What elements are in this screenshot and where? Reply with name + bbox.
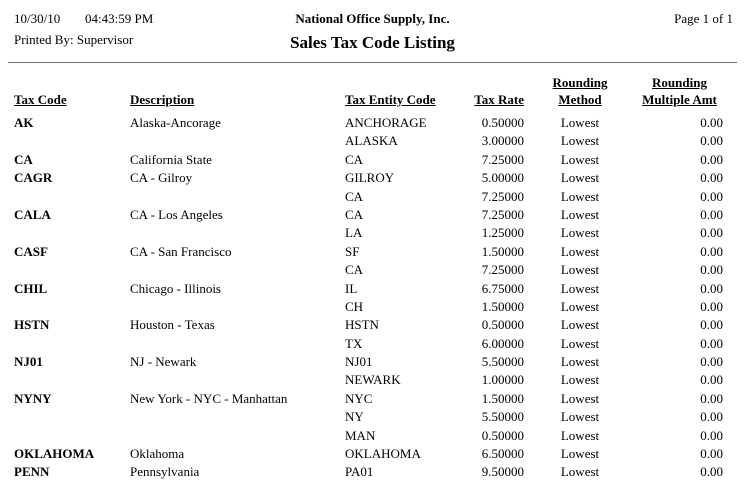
rounding-multiple-amt-cell: 0.00: [700, 354, 723, 370]
table-row: [14, 408, 723, 426]
description-cell: [130, 188, 345, 206]
rounding-multiple-amt-cell: 0.00: [700, 262, 723, 278]
tax-rate-cell: 6.00000: [481, 335, 524, 351]
rounding-method-cell: Lowest: [560, 225, 600, 241]
tax-code-cell: [14, 298, 130, 316]
tax-entity-code-cell: CA: [345, 151, 364, 167]
tax-rate-cell: 5.50000: [481, 409, 524, 425]
description-cell: Alaska-Ancorage: [130, 115, 221, 130]
description-cell: California State: [130, 151, 212, 167]
tax-entity-code-cell: CA: [345, 262, 364, 278]
column-header-description: Description: [130, 92, 195, 107]
table-row: [14, 353, 723, 371]
description-cell: NJ - Newark: [130, 354, 197, 370]
tax-entity-code-cell: ALASKA: [345, 133, 398, 149]
description-cell: [130, 224, 345, 242]
tax-entity-code-cell: OKLAHOMA: [345, 446, 421, 462]
rounding-multiple-amt-cell: 0.00: [700, 409, 723, 425]
table-body: [14, 114, 723, 482]
table-row: [14, 114, 723, 132]
rounding-multiple-amt-cell: 0.00: [700, 464, 723, 480]
tax-rate-cell: 0.50000: [481, 317, 524, 333]
description-cell: [130, 408, 345, 426]
column-header-tax-entity-code: Tax Entity Code: [345, 92, 436, 107]
rounding-method-cell: Lowest: [560, 151, 600, 167]
tax-code-cell: CA: [14, 151, 33, 167]
rounding-multiple-amt-cell: 0.00: [700, 372, 723, 388]
rounding-multiple-amt-cell: 0.00: [700, 151, 723, 167]
tax-rate-cell: 1.00000: [481, 372, 524, 388]
description-cell: [130, 371, 345, 389]
rounding-multiple-amt-cell: 0.00: [700, 446, 723, 462]
tax-code-cell: CASF: [14, 243, 48, 259]
rounding-multiple-amt-cell: 0.00: [700, 188, 723, 204]
tax-entity-code-cell: CA: [345, 206, 364, 222]
description-cell: CA - San Francisco: [130, 243, 232, 259]
description-cell: CA - Gilroy: [130, 170, 193, 186]
report-title: Sales Tax Code Listing: [290, 33, 455, 52]
tax-rate-cell: 5.00000: [481, 170, 524, 186]
tax-rate-cell: 6.75000: [481, 280, 524, 296]
tax-entity-code-cell: HSTN: [345, 317, 379, 333]
tax-rate-cell: 5.50000: [481, 354, 524, 370]
rounding-method-cell: Lowest: [560, 317, 600, 333]
table-row: [14, 169, 723, 187]
rounding-method-cell: Lowest: [560, 390, 600, 406]
description-cell: Houston - Texas: [130, 317, 215, 333]
rounding-method-cell: Lowest: [560, 446, 600, 462]
tax-entity-code-cell: NEWARK: [345, 372, 401, 388]
description-cell: Chicago - Illinois: [130, 280, 221, 296]
rounding-method-cell: Lowest: [560, 133, 600, 149]
table-row: [14, 243, 723, 261]
tax-rate-cell: 7.25000: [481, 151, 524, 167]
rounding-method-cell: Lowest: [560, 335, 600, 351]
table-row: [14, 188, 723, 206]
table-row: [14, 427, 723, 445]
tax-entity-code-cell: NYC: [345, 390, 373, 406]
rounding-multiple-amt-cell: 0.00: [700, 335, 723, 351]
column-header-rounding-multiple-amt: Rounding Multiple Amt: [642, 75, 717, 107]
rounding-multiple-amt-cell: 0.00: [700, 115, 723, 130]
table-header-row: [14, 74, 723, 108]
tax-entity-code-cell: PA01: [345, 464, 374, 480]
tax-code-cell: CHIL: [14, 280, 48, 296]
rounding-multiple-amt-cell: 0.00: [700, 280, 723, 296]
tax-code-cell: [14, 371, 130, 389]
tax-code-cell: [14, 188, 130, 206]
tax-rate-cell: 7.25000: [481, 188, 524, 204]
printed-by: Printed By: Supervisor: [14, 32, 134, 47]
rounding-method-cell: Lowest: [560, 298, 600, 314]
description-cell: [130, 335, 345, 353]
tax-rate-cell: 1.50000: [481, 243, 524, 259]
rounding-method-cell: Lowest: [560, 354, 600, 370]
description-cell: [130, 261, 345, 279]
table-row: [14, 445, 723, 463]
description-cell: CA - Los Angeles: [130, 206, 223, 222]
rounding-method-cell: Lowest: [560, 280, 600, 296]
tax-rate-cell: 7.25000: [481, 262, 524, 278]
tax-code-cell: [14, 261, 130, 279]
tax-entity-code-cell: CH: [345, 298, 364, 314]
rounding-method-cell: Lowest: [560, 170, 600, 186]
tax-code-cell: CALA: [14, 206, 51, 222]
tax-code-cell: [14, 224, 130, 242]
table-row: [14, 298, 723, 316]
table-row: [14, 132, 723, 150]
column-header-tax-rate: Tax Rate: [474, 92, 524, 107]
description-cell: Oklahoma: [130, 446, 185, 462]
rounding-method-cell: Lowest: [560, 188, 600, 204]
tax-entity-code-cell: GILROY: [345, 170, 395, 186]
tax-entity-code-cell: CA: [345, 188, 364, 204]
rounding-multiple-amt-cell: 0.00: [700, 427, 723, 443]
tax-entity-code-cell: ANCHORAGE: [345, 115, 427, 130]
rounding-method-cell: Lowest: [560, 206, 600, 222]
rounding-multiple-amt-cell: 0.00: [700, 133, 723, 149]
table-row: [14, 206, 723, 224]
tax-code-cell: [14, 132, 130, 150]
rounding-multiple-amt-cell: 0.00: [700, 298, 723, 314]
tax-entity-code-cell: IL: [345, 280, 358, 296]
rounding-multiple-amt-cell: 0.00: [700, 225, 723, 241]
tax-code-cell: NYNY: [14, 390, 52, 406]
tax-entity-code-cell: LA: [345, 225, 363, 241]
rounding-method-cell: Lowest: [560, 115, 600, 130]
tax-code-cell: PENN: [14, 464, 50, 480]
description-cell: [130, 427, 345, 445]
table-row: [14, 261, 723, 279]
tax-rate-cell: 0.50000: [481, 115, 524, 130]
tax-code-cell: HSTN: [14, 317, 50, 333]
tax-code-cell: CAGR: [14, 170, 53, 186]
tax-code-cell: [14, 427, 130, 445]
description-cell: New York - NYC - Manhattan: [130, 390, 288, 406]
tax-code-cell: [14, 408, 130, 426]
tax-entity-code-cell: NJ01: [345, 354, 373, 370]
tax-rate-cell: 1.50000: [481, 298, 524, 314]
tax-code-cell: [14, 335, 130, 353]
rounding-method-cell: Lowest: [560, 372, 600, 388]
company-name: National Office Supply, Inc.: [295, 11, 450, 26]
tax-code-cell: OKLAHOMA: [14, 446, 95, 462]
tax-code-cell: AK: [14, 115, 34, 130]
tax-rate-cell: 3.00000: [481, 133, 524, 149]
tax-entity-code-cell: MAN: [345, 427, 376, 443]
column-header-tax-code: Tax Code: [14, 92, 67, 107]
rounding-multiple-amt-cell: 0.00: [700, 317, 723, 333]
rounding-multiple-amt-cell: 0.00: [700, 170, 723, 186]
rounding-method-cell: Lowest: [560, 464, 600, 480]
tax-rate-cell: 6.50000: [481, 446, 524, 462]
tax-code-cell: NJ01: [14, 354, 43, 370]
description-cell: Pennsylvania: [130, 464, 200, 480]
report-time: 04:43:59 PM: [85, 11, 154, 26]
rounding-method-cell: Lowest: [560, 243, 600, 259]
rounding-method-cell: Lowest: [560, 427, 600, 443]
table-row: [14, 280, 723, 298]
tax-entity-code-cell: TX: [345, 335, 363, 351]
description-cell: [130, 132, 345, 150]
tax-rate-cell: 0.50000: [481, 427, 524, 443]
table-row: [14, 335, 723, 353]
table-row: [14, 390, 723, 408]
table-row: [14, 151, 723, 169]
tax-entity-code-cell: SF: [345, 243, 360, 259]
tax-rate-cell: 9.50000: [481, 464, 524, 480]
column-header-rounding-method: Rounding Method: [552, 75, 608, 107]
tax-rate-cell: 1.50000: [481, 390, 524, 406]
rounding-multiple-amt-cell: 0.00: [700, 390, 723, 406]
rounding-method-cell: Lowest: [560, 409, 600, 425]
report-date: 10/30/10: [14, 11, 61, 26]
tax-entity-code-cell: NY: [345, 409, 364, 425]
tax-rate-cell: 7.25000: [481, 206, 524, 222]
page-number: Page 1 of 1: [674, 11, 733, 26]
header-divider-line: [8, 62, 737, 63]
table-row: [14, 371, 723, 389]
rounding-multiple-amt-cell: 0.00: [700, 206, 723, 222]
table-row: [14, 316, 723, 334]
rounding-method-cell: Lowest: [560, 262, 600, 278]
table-row: [14, 463, 723, 481]
table-row: [14, 224, 723, 242]
tax-rate-cell: 1.25000: [481, 225, 524, 241]
description-cell: [130, 298, 345, 316]
rounding-multiple-amt-cell: 0.00: [700, 243, 723, 259]
